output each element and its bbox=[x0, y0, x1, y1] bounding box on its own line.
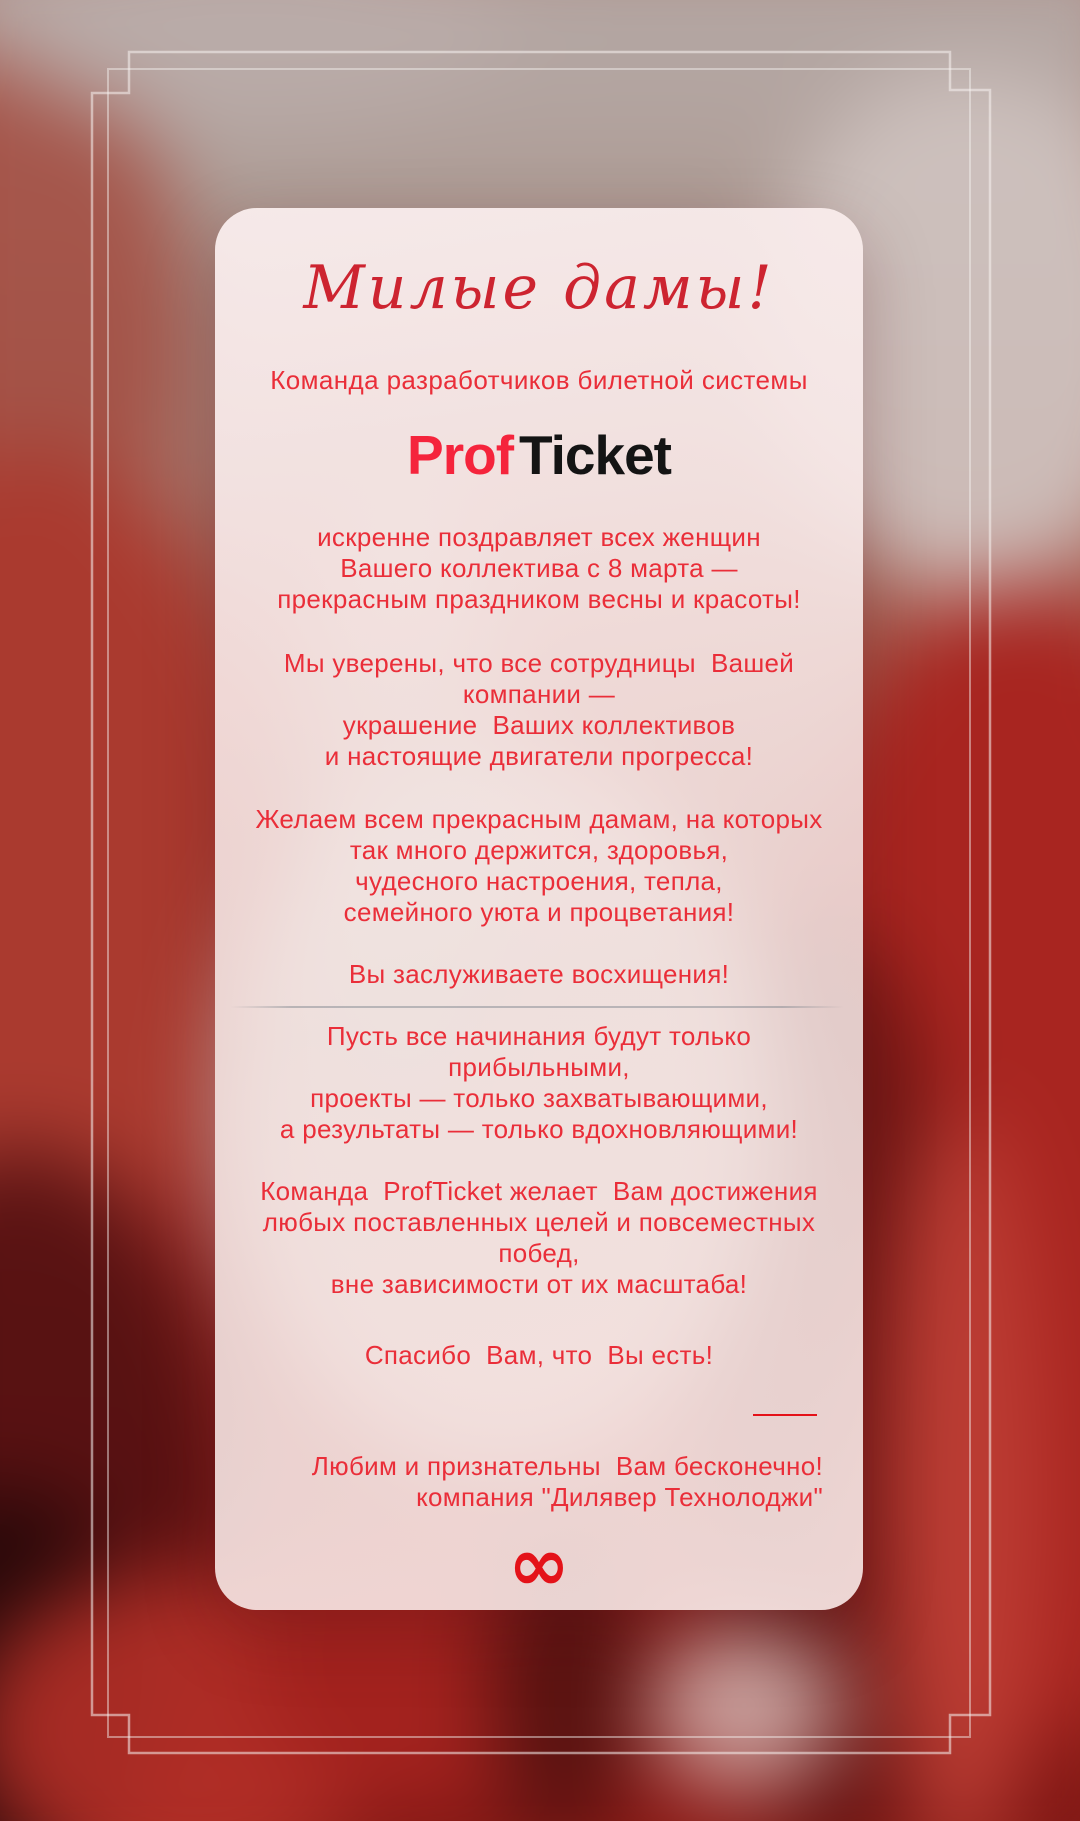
paragraph-congratulation: искренне поздравляет всех женщин Вашего коллектива с 8 марта — прекрасным праздником весны и красоты! bbox=[277, 522, 801, 614]
infinity-icon: ∞ bbox=[508, 1522, 570, 1608]
profticket-logo bbox=[255, 426, 823, 484]
paragraph-team-wishes: Команда ProfTicket желает Вам достижения любых поставленных целей и повсеместных побед, вне зависимости от их масштаба! bbox=[260, 1176, 818, 1299]
logo-prof: Prof bbox=[407, 424, 514, 486]
card-content bbox=[215, 208, 863, 1610]
signature-divider bbox=[753, 1414, 817, 1416]
paragraph-confidence: Мы уверены, что все сотрудницы Вашей компании — украшение Ваших коллективов и настоящие двигатели прогресса! bbox=[283, 648, 795, 771]
paragraph-admiration: Вы заслуживаете восхищения! bbox=[348, 959, 730, 989]
greeting-card bbox=[215, 208, 863, 1610]
signature: Любим и признательны Вам бесконечно! компания "Дилявер Технолоджи" bbox=[311, 1451, 823, 1512]
paragraph-business-wishes: Пусть все начинания будут только прибыльными, проекты — только захватывающими, а результаты — только вдохновляющими! bbox=[279, 1021, 799, 1144]
card-heading: Милые дамы! bbox=[303, 253, 775, 323]
logo-ticket: Ticket bbox=[519, 424, 671, 486]
paragraph-wishes: Желаем всем прекрасным дамам, на которых так много держится, здоровья, чудесного настроения, тепла, семейного уюта и процветания! bbox=[255, 804, 823, 927]
paragraph-thanks: Спасибо Вам, что Вы есть! bbox=[364, 1340, 714, 1370]
card-subtitle: Команда разработчиков билетной системы bbox=[270, 365, 808, 395]
